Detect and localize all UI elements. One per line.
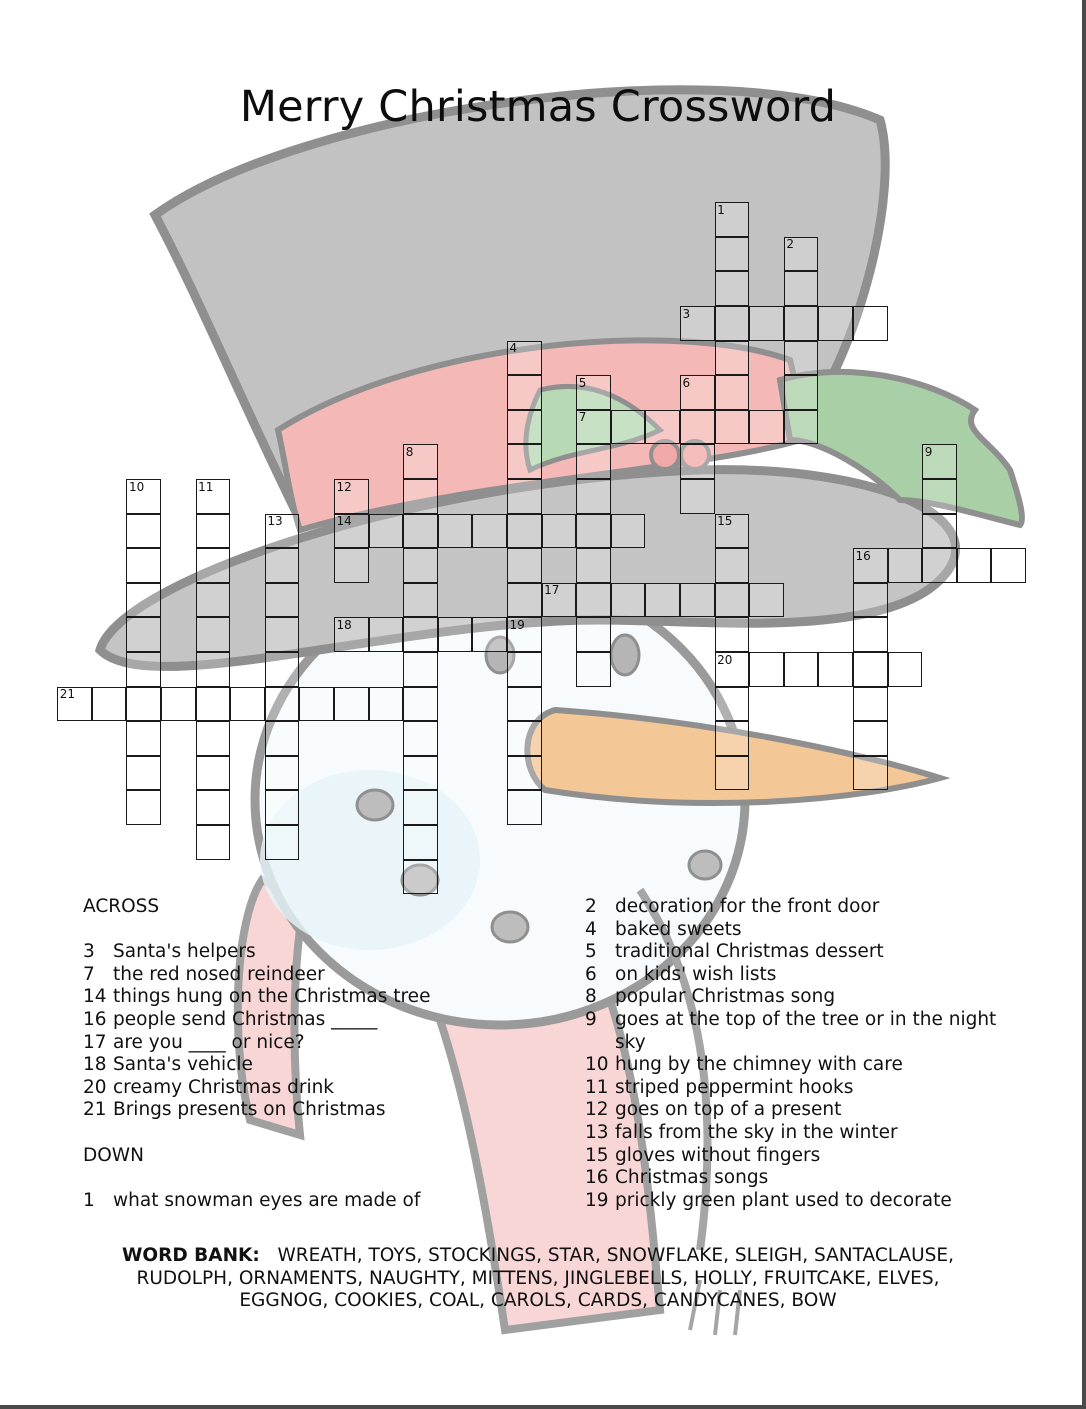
crossword-cell[interactable] <box>196 790 231 825</box>
clue-number: 8 <box>585 986 597 1008</box>
crossword-cell[interactable] <box>680 410 715 445</box>
crossword-cell[interactable] <box>126 721 161 756</box>
crossword-cell[interactable] <box>126 583 161 618</box>
crossword-cell[interactable] <box>299 687 334 722</box>
crossword-cell[interactable] <box>749 652 784 687</box>
word-bank <box>100 1245 976 1313</box>
crossword-cell[interactable] <box>784 306 819 341</box>
crossword-cell[interactable] <box>784 341 819 376</box>
crossword-cell[interactable] <box>749 583 784 618</box>
clue-number-label: 17 <box>544 583 560 598</box>
clue-number-label: 11 <box>198 479 214 494</box>
crossword-cell[interactable] <box>196 756 231 791</box>
crossword-cell[interactable] <box>403 860 438 895</box>
crossword-cell[interactable] <box>853 756 888 791</box>
clue-text: popular Christmas song <box>615 986 836 1008</box>
crossword-cell[interactable] <box>196 652 231 687</box>
down-clue-16 <box>585 1167 1005 1190</box>
crossword-cell[interactable] <box>265 687 300 722</box>
crossword-cell[interactable] <box>784 410 819 445</box>
crossword-cell[interactable] <box>853 306 888 341</box>
crossword-cell[interactable] <box>715 237 750 272</box>
crossword-cell[interactable] <box>715 410 750 445</box>
crossword-cell[interactable] <box>265 583 300 618</box>
down-clue-13 <box>585 1122 1005 1145</box>
crossword-cell[interactable] <box>507 687 542 722</box>
clue-number: 13 <box>585 1121 609 1143</box>
down-clue-12 <box>585 1099 1005 1122</box>
clue-number: 19 <box>585 1189 609 1211</box>
crossword-cell[interactable] <box>576 548 611 583</box>
crossword-cell[interactable] <box>715 548 750 583</box>
clue-number-label: 4 <box>509 341 518 356</box>
down-clue-list-continued <box>585 896 1005 1212</box>
clue-number-label: 16 <box>855 548 871 563</box>
crossword-cell[interactable] <box>369 687 404 722</box>
clue-text: things hung on the Christmas tree <box>113 986 431 1008</box>
crossword-cell[interactable] <box>265 721 300 756</box>
down-clue-list <box>83 1190 543 1213</box>
clues-right-column <box>585 896 1005 1212</box>
crossword-cell[interactable] <box>507 652 542 687</box>
crossword-cell[interactable] <box>472 617 507 652</box>
crossword-cell[interactable] <box>265 548 300 583</box>
page-border-bottom <box>0 1405 1086 1409</box>
down-clue-8 <box>585 986 1005 1009</box>
clue-number-label: 14 <box>336 514 352 529</box>
crossword-cell[interactable] <box>542 514 577 549</box>
crossword-cell[interactable] <box>853 583 888 618</box>
crossword-cell[interactable] <box>196 617 231 652</box>
down-clue-10 <box>585 1054 1005 1077</box>
down-clue-5 <box>585 941 1005 964</box>
crossword-cell[interactable] <box>507 514 542 549</box>
word-bank-label: WORD BANK: <box>121 1245 260 1266</box>
crossword-cell[interactable] <box>265 756 300 791</box>
across-clue-list <box>83 941 543 1122</box>
crossword-cell[interactable] <box>403 756 438 791</box>
crossword-cell[interactable] <box>715 375 750 410</box>
crossword-cell[interactable] <box>265 617 300 652</box>
clue-number: 11 <box>585 1076 609 1098</box>
clues-left-column <box>83 896 543 1212</box>
crossword-cell[interactable] <box>888 548 923 583</box>
clue-number-label: 21 <box>59 687 76 702</box>
crossword-cell[interactable] <box>784 652 819 687</box>
crossword-cell[interactable] <box>611 583 646 618</box>
clue-number: 15 <box>585 1144 609 1166</box>
clue-text: traditional Christmas dessert <box>615 941 884 963</box>
crossword-cell[interactable] <box>403 825 438 860</box>
clue-text: creamy Christmas drink <box>113 1076 335 1098</box>
clue-text: what snowman eyes are made of <box>113 1189 421 1211</box>
crossword-cell[interactable] <box>126 617 161 652</box>
crossword-cell[interactable] <box>715 306 750 341</box>
clue-number: 14 <box>83 986 107 1008</box>
clue-number-label: 10 <box>128 479 145 494</box>
clue-text: prickly green plant used to decorate <box>615 1189 952 1211</box>
clue-text: baked sweets <box>615 918 742 940</box>
crossword-cell[interactable] <box>126 756 161 791</box>
clue-number: 20 <box>83 1076 107 1098</box>
across-clue-16 <box>83 1009 543 1032</box>
across-clue-17 <box>83 1032 543 1055</box>
crossword-cell[interactable] <box>715 687 750 722</box>
down-clue-1 <box>83 1190 543 1213</box>
crossword-cell[interactable] <box>126 687 161 722</box>
crossword-cell[interactable] <box>126 652 161 687</box>
crossword-cell[interactable] <box>403 652 438 687</box>
clue-text: people send Christmas _____ <box>113 1008 378 1030</box>
clue-text: decoration for the front door <box>615 896 880 917</box>
crossword-cell[interactable] <box>922 479 957 514</box>
clue-text: Brings presents on Christmas <box>113 1099 386 1121</box>
crossword-cell[interactable] <box>126 548 161 583</box>
clue-number: 16 <box>585 1167 609 1189</box>
crossword-cell[interactable] <box>265 652 300 687</box>
clue-number: 18 <box>83 1054 107 1076</box>
clue-number-label: 7 <box>578 410 587 425</box>
clue-number-label: 2 <box>786 237 794 252</box>
crossword-cell[interactable] <box>403 721 438 756</box>
clue-number-label: 18 <box>336 617 352 632</box>
crossword-cell[interactable] <box>126 514 161 549</box>
crossword-cell[interactable] <box>611 410 646 445</box>
down-clue-19 <box>585 1190 1005 1213</box>
crossword-cell[interactable] <box>507 479 542 514</box>
crossword-cell[interactable] <box>403 548 438 583</box>
crossword-cell[interactable] <box>265 825 300 860</box>
across-clue-14 <box>83 986 543 1009</box>
crossword-cell[interactable] <box>265 790 300 825</box>
clue-number-label: 13 <box>267 514 283 529</box>
clue-number-label: 6 <box>682 375 691 390</box>
clue-number-label: 20 <box>717 652 733 667</box>
crossword-cell[interactable] <box>818 306 853 341</box>
crossword-cell[interactable] <box>334 687 369 722</box>
crossword-cell[interactable] <box>680 444 715 479</box>
clue-text: hung by the chimney with care <box>615 1054 903 1076</box>
crossword-cell[interactable] <box>196 687 231 722</box>
crossword-cell[interactable] <box>715 341 750 376</box>
crossword-cell[interactable] <box>507 583 542 618</box>
crossword-cell[interactable] <box>403 790 438 825</box>
crossword-cell[interactable] <box>196 825 231 860</box>
crossword-cell[interactable] <box>92 687 127 722</box>
clue-text: striped peppermint hooks <box>615 1076 854 1098</box>
crossword-cell[interactable] <box>438 617 473 652</box>
crossword-cell[interactable] <box>576 617 611 652</box>
clue-text: falls from the sky in the winter <box>615 1121 898 1143</box>
clue-number: 1 <box>83 1189 95 1211</box>
crossword-cell[interactable] <box>403 687 438 722</box>
crossword-cell[interactable] <box>922 514 957 549</box>
crossword-cell[interactable] <box>645 583 680 618</box>
crossword-cell[interactable] <box>196 583 231 618</box>
crossword-cell[interactable] <box>507 375 542 410</box>
crossword-cell[interactable] <box>853 617 888 652</box>
crossword-cell[interactable] <box>369 617 404 652</box>
crossword-cell[interactable] <box>853 687 888 722</box>
clue-text: Christmas songs <box>615 1167 769 1189</box>
crossword-cell[interactable] <box>784 375 819 410</box>
clue-text: gloves without fingers <box>615 1144 821 1166</box>
crossword-cell[interactable] <box>507 721 542 756</box>
page-title: Merry Christmas Crossword <box>239 82 837 132</box>
clue-number: 10 <box>585 1054 609 1076</box>
crossword-cell[interactable] <box>403 479 438 514</box>
crossword-cell[interactable] <box>507 444 542 479</box>
crossword-cell[interactable] <box>403 583 438 618</box>
crossword-cell[interactable] <box>749 410 784 445</box>
crossword-cell[interactable] <box>403 514 438 549</box>
clue-number: 12 <box>585 1099 609 1121</box>
clue-text: goes at the top of the tree or in the night sky <box>615 1008 997 1053</box>
clue-text: Santa's vehicle <box>113 1054 253 1076</box>
crossword-cell[interactable] <box>888 652 923 687</box>
clue-text: the red nosed reindeer <box>113 963 325 985</box>
crossword-cell[interactable] <box>715 271 750 306</box>
down-clue-9 <box>585 1009 1005 1054</box>
across-clue-21 <box>83 1099 543 1122</box>
clue-number-label: 8 <box>405 444 414 459</box>
down-clue-4 <box>585 919 1005 942</box>
crossword-cell[interactable] <box>507 548 542 583</box>
crossword-cell[interactable] <box>196 721 231 756</box>
across-clue-3 <box>83 941 543 964</box>
crossword-cell[interactable] <box>853 721 888 756</box>
down-heading: DOWN <box>83 1144 144 1166</box>
down-clue-2 <box>585 896 1005 919</box>
clue-text: Santa's helpers <box>113 941 256 963</box>
clue-number-label: 9 <box>924 444 933 459</box>
down-clue-6 <box>585 964 1005 987</box>
crossword-cell[interactable] <box>680 479 715 514</box>
clue-text: goes on top of a present <box>615 1099 842 1121</box>
crossword-cell[interactable] <box>403 617 438 652</box>
clue-number-label: 12 <box>336 479 352 494</box>
crossword-cell[interactable] <box>784 271 819 306</box>
crossword-cell[interactable] <box>161 687 196 722</box>
crossword-cell[interactable] <box>715 721 750 756</box>
crossword-cell[interactable] <box>715 583 750 618</box>
clue-number: 6 <box>585 963 597 985</box>
crossword-cell[interactable] <box>853 652 888 687</box>
clue-number: 21 <box>83 1099 107 1121</box>
clue-number: 16 <box>83 1008 107 1030</box>
crossword-cell[interactable] <box>369 514 404 549</box>
crossword-cell[interactable] <box>991 548 1026 583</box>
word-bank-words: WREATH, TOYS, STOCKINGS, STAR, SNOWFLAKE, SLEIGH, SANTACLAUSE, RUDOLPH, ORNAMENTS, NAUGHTY, MITTENS, JINGLEBELLS, HOLLY, FRUITCAKE, ELVES, EGGNOG, COOKIES, COAL, CAROLS, CARDS, CANDYCANES, BOW <box>136 1245 954 1312</box>
crossword-cell[interactable] <box>611 514 646 549</box>
crossword-cell[interactable] <box>576 583 611 618</box>
clue-number-label: 3 <box>682 306 691 321</box>
clue-number-label: 19 <box>509 617 525 632</box>
crossword-cell[interactable] <box>126 790 161 825</box>
across-clue-18 <box>83 1054 543 1077</box>
clue-number: 9 <box>585 1008 597 1030</box>
crossword-cell[interactable] <box>715 756 750 791</box>
crossword-cell[interactable] <box>472 514 507 549</box>
crossword-cell[interactable] <box>749 306 784 341</box>
crossword-cell[interactable] <box>715 617 750 652</box>
clue-number-label: 5 <box>578 375 587 390</box>
across-clue-7 <box>83 964 543 987</box>
crossword-cell[interactable] <box>507 410 542 445</box>
crossword-cell[interactable] <box>438 514 473 549</box>
clue-number: 2 <box>585 896 597 917</box>
down-clue-15 <box>585 1145 1005 1168</box>
crossword-cell[interactable] <box>196 514 231 549</box>
crossword-cell[interactable] <box>922 548 957 583</box>
crossword-cell[interactable] <box>957 548 992 583</box>
clue-number-label: 1 <box>717 202 725 217</box>
crossword-cell[interactable] <box>334 548 369 583</box>
crossword-cell[interactable] <box>576 444 611 479</box>
crossword-cell[interactable] <box>230 687 265 722</box>
clue-text: on kids' wish lists <box>615 963 777 985</box>
clue-number-label: 15 <box>717 514 733 529</box>
crossword-cell[interactable] <box>507 790 542 825</box>
crossword-cell[interactable] <box>818 652 853 687</box>
crossword-cell[interactable] <box>645 410 680 445</box>
crossword-cell[interactable] <box>507 756 542 791</box>
crossword-cell[interactable] <box>680 583 715 618</box>
across-clue-20 <box>83 1077 543 1100</box>
crossword-cell[interactable] <box>576 479 611 514</box>
across-heading: ACROSS <box>83 896 160 917</box>
clue-number: 5 <box>585 941 597 963</box>
crossword-cell[interactable] <box>576 514 611 549</box>
crossword-cell[interactable] <box>576 652 611 687</box>
clue-number: 4 <box>585 918 597 940</box>
down-clue-11 <box>585 1077 1005 1100</box>
clue-number: 17 <box>83 1031 107 1053</box>
clue-number: 7 <box>83 963 95 985</box>
clue-number: 3 <box>83 941 95 963</box>
clue-text: are you ____ or nice? <box>113 1031 305 1053</box>
crossword-cell[interactable] <box>196 548 231 583</box>
